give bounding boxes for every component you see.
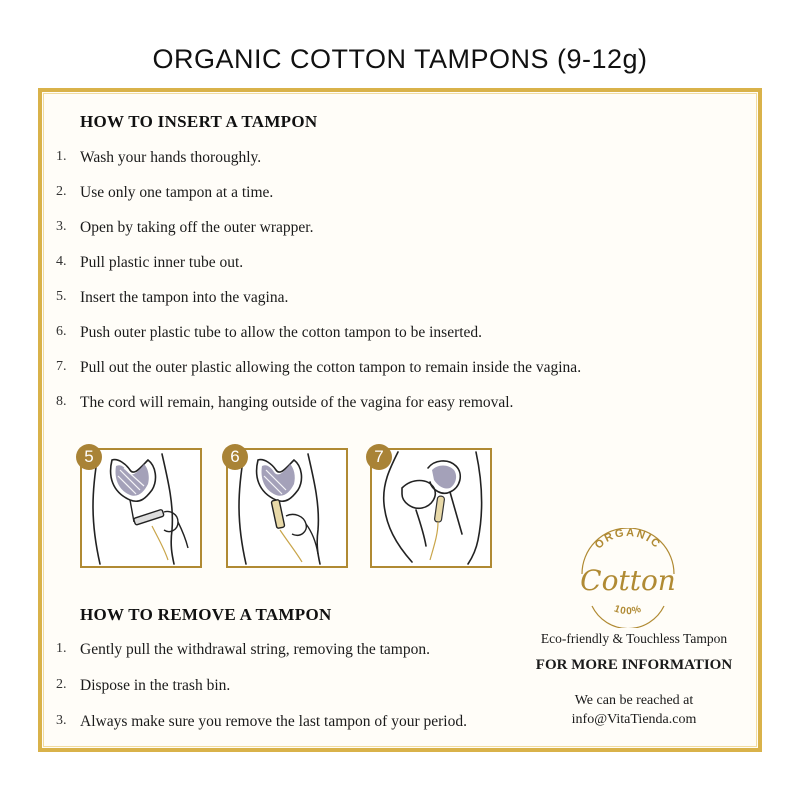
step-text: Pull plastic inner tube out. (80, 254, 244, 271)
step-text: Insert the tampon into the vagina. (80, 289, 289, 306)
step-number: 3. (56, 713, 67, 728)
step-text: The cord will remain, hanging outside of the vagina for easy removal. (80, 394, 514, 411)
step-number: 4. (56, 254, 67, 269)
list-item (56, 324, 581, 359)
remove-steps-list (56, 641, 467, 749)
list-item (56, 713, 467, 749)
step-text: Dispose in the trash bin. (80, 677, 231, 694)
list-item (56, 677, 467, 713)
step-text: Gently pull the withdrawal string, removing the tampon. (80, 641, 430, 658)
step-number: 1. (56, 641, 67, 656)
organic-cotton-seal-icon (568, 528, 688, 628)
step-text: Use only one tampon at a time. (80, 184, 274, 201)
tampon-inside-diagram-icon (372, 450, 490, 566)
illustration-step-5 (80, 448, 202, 568)
step-number: 2. (56, 184, 67, 199)
step-number: 2. (56, 677, 67, 692)
contact-email: info@VitaTienda.com (571, 712, 697, 727)
step-text: Push outer plastic tube to allow the cotton tampon to be inserted. (80, 324, 483, 341)
list-item (56, 254, 581, 289)
illustration-step-6 (226, 448, 348, 568)
step-text: Pull out the outer plastic allowing the cotton tampon to remain inside the vagina. (80, 359, 582, 376)
insert-heading: HOW TO INSERT A TAMPON (80, 112, 318, 131)
step-text: Wash your hands thoroughly. (80, 149, 262, 166)
page-title: ORGANIC COTTON TAMPONS (9-12g) (152, 44, 648, 74)
svg-text:100% (613, 604, 644, 618)
seal-script-text: Cotton (580, 564, 676, 597)
list-item (56, 394, 581, 429)
list-item (56, 641, 467, 677)
insert-steps-list (56, 149, 581, 429)
seal-bottom-text: 100% (612, 603, 644, 618)
insertion-diagram-icon (82, 450, 200, 566)
push-tube-diagram-icon (228, 450, 346, 566)
step-number: 7. (56, 359, 67, 374)
list-item (56, 289, 581, 324)
step-badge: 7 (366, 444, 392, 470)
contact-line: We can be reached at (574, 693, 694, 708)
step-number: 6. (56, 324, 67, 339)
step-badge: 5 (76, 444, 102, 470)
tagline: Eco-friendly & Touchless Tampon (540, 631, 728, 646)
info-heading: FOR MORE INFORMATION (535, 657, 733, 673)
step-number: 5. (56, 289, 67, 304)
list-item (56, 184, 581, 219)
list-item (56, 149, 581, 184)
step-text: Always make sure you remove the last tampon of your period. (80, 713, 467, 730)
svg-text:ORGANIC (593, 528, 664, 551)
seal-top-text: ORGANIC (592, 528, 664, 552)
illustration-step-7 (370, 448, 492, 568)
step-number: 8. (56, 394, 67, 409)
list-item (56, 219, 581, 254)
step-text: Open by taking off the outer wrapper. (80, 219, 314, 236)
step-badge: 6 (222, 444, 248, 470)
step-number: 1. (56, 149, 67, 164)
list-item (56, 359, 581, 394)
step-number: 3. (56, 219, 67, 234)
remove-heading: HOW TO REMOVE A TAMPON (80, 605, 332, 624)
